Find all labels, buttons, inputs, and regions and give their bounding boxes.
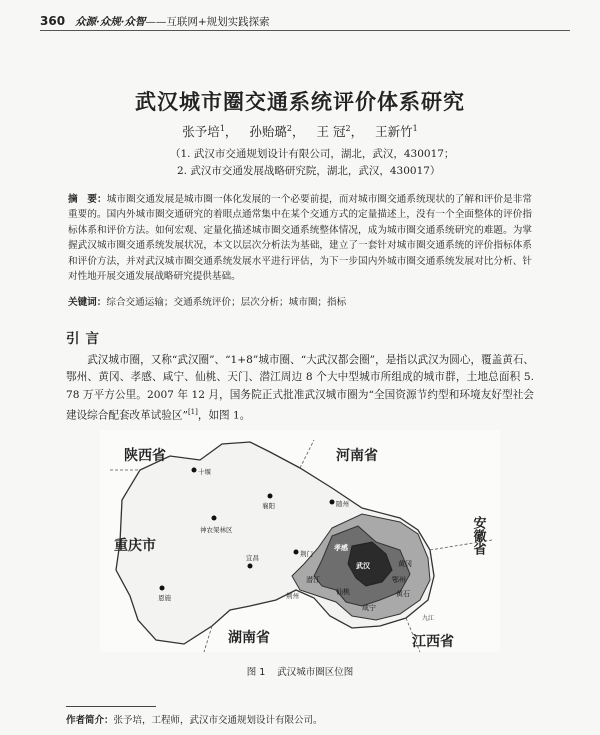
city-marker [192,468,197,473]
city-label: 恩施 [158,594,171,602]
province-label: 安徽省 [470,516,486,555]
wuhan-city-circle-map [100,430,500,652]
author-footnote [66,712,323,726]
citation: [1] [187,407,198,416]
city-label: 鄂州 [392,576,406,584]
city-marker [294,550,299,555]
affiliation-line: （1. 武汉市交通规划设计有限公司，湖北，武汉，430017； [170,148,455,160]
city-label: 神农架林区 [200,526,233,534]
city-label: 十堰 [198,468,211,476]
city-marker [330,500,335,505]
footnote-rule [66,706,156,707]
city-label: 孝感 [334,544,348,552]
series-title: 众源·众规·众智 [75,15,146,28]
keywords [68,294,532,308]
city-label: 荆门 [300,550,313,558]
figure-caption-text: 武汉城市圈区位图 [277,667,354,678]
province-label: 湖南省 [228,630,270,646]
province-label: 河南省 [336,448,378,464]
city-marker [248,564,253,569]
keywords-label: 关键词： [68,297,107,308]
abstract-text: 城市圈交通发展是城市圈一体化发展的一个必要前提，而对城市圈交通系统现状的了解和评价是非常重要的。国内外城市圈交通研究的着眼点通常集中在某个交通方式的定量描述上，没有一个全面整体的评价指标体系和评价方法。如何宏观、定量化描述城市圈交通系统整体情况，成为城市圈交通系统研究的难题。为掌握武汉城市圈交通系统发展状况，本文以层次分析法为基础，建立了一套针对城市圈交通系统的评价指标体系和评价方法，并对武汉城市圈交通系统发展水平进行评估，为下一步国内外城市圈交通系统发展对比分析、针对性地开展交通发展战略研究提供基础。 [68,194,533,283]
author: 王新竹$^1$ [375,123,418,139]
page-number: 360 [40,14,66,28]
author: 孙贻璐$^2$， [249,123,305,139]
section-title: 引言 [66,331,105,347]
figure-number: 图 1 [246,667,266,678]
abstract-label: 摘 要： [68,194,107,205]
author: 王 冠$^2$， [316,123,364,139]
running-head [40,12,560,30]
province-label: 江西省 [412,634,454,650]
affiliation-line: 2. 武汉市交通发展战略研究院，湖北，武汉，430017） [177,165,441,177]
figure-caption [0,664,600,678]
city-label: 宜昌 [246,554,259,562]
city-label: 武汉 [356,562,370,570]
city-label: 黄冈 [398,560,412,568]
city-marker [212,516,217,521]
province-label: 陕西省 [124,448,166,464]
city-label: 荆州 [286,592,299,600]
footnote-text: 张予培，工程师，武汉市交通规划设计有限公司。 [113,715,323,726]
city-marker [268,494,273,499]
city-label: 襄阳 [262,502,275,510]
city-label: 黄石 [396,590,410,598]
keywords-text: 综合交通运输；交通系统评价；层次分析；城市圈；指标 [106,297,347,308]
affiliations [170,146,454,180]
body-paragraph [66,352,534,425]
city-label: 九江 [422,615,435,622]
city-label: 咸宁 [362,604,376,612]
province-label: 重庆市 [114,538,156,554]
footnote-label: 作者简介： [66,715,114,726]
city-label: 潜江 [306,576,320,584]
abstract [68,192,532,284]
city-label: 仙桃 [336,588,350,596]
author: 张予培$^1$， [182,123,238,139]
paper-title: 武汉城市圈交通系统评价体系研究 [135,90,465,114]
series-subtitle: ——互联网+规划实践探索 [145,15,270,28]
city-marker [160,586,165,591]
author-list [0,122,600,140]
body-tail: ，如图 1。 [197,409,251,422]
header-rule [40,30,570,31]
city-label: 随州 [336,500,349,508]
body-text: 武汉城市圈，又称“武汉圈”、“1+8”城市圈、“大武汉都会圈”，是指以武汉为圆心，覆盖黄石、鄂州、黄冈、孝感、咸宁、仙桃、天门、潜江周边 8 个大中型城市所组成的城市群，土地总面积 5. 78 万平方公里。2007 年 12 月，国务院正式批准武汉城市圈为“全国资源节约型和环境友好型社会建设综合配套改革试验区” [66,354,535,422]
